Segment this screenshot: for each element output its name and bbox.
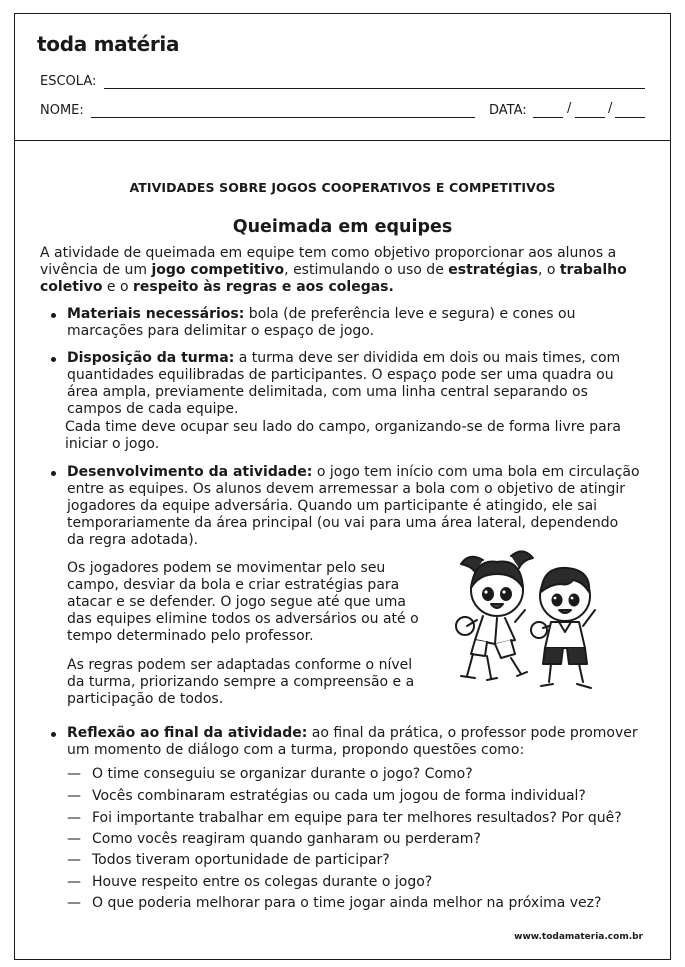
question-item: — Todos tiveram oportunidade de participar? (67, 852, 390, 868)
bullet-arrangement: Disposição da turma: a turma deve ser dividida em dois ou mais times, com quantidades equilibradas de participantes. O espaço pode ser uma quadra ou área ampla, previamente delimitada, com uma linha central separando os campos de cada equipe. (40, 350, 640, 418)
bullet-dot (51, 732, 56, 737)
question-item: — O que poderia melhorar para o time jogar ainda melhor na próxima vez? (67, 895, 602, 911)
bullet-dot (51, 357, 56, 362)
footer-url[interactable]: www.todamateria.com.br (514, 932, 643, 942)
name-field[interactable] (91, 117, 475, 118)
date-month-field[interactable] (575, 117, 605, 118)
bullet-development: Desenvolvimento da atividade: o jogo tem início com uma bola em circulação entre as equipes. Os alunos devem arremessar a bola com o objetivo de atingir jogadores da equipe adversária. Quando um participante é atingido, ele sai temporariamente da área principal (ou vai para uma área lateral, dependendo da regra adotada). (40, 464, 640, 549)
brand-logo: toda matéria (37, 32, 180, 56)
question-item: — Como vocês reagiram quando ganharam ou perderam? (67, 831, 481, 847)
question-item: — Vocês combinaram estratégias ou cada um jogou de forma individual? (67, 788, 586, 804)
bullet-reflection: Reflexão ao final da atividade: ao final da prática, o professor pode promover um momento de diálogo com a turma, propondo questões como: (40, 725, 640, 759)
school-label: ESCOLA: (40, 74, 97, 89)
question-item: — Houve respeito entre os colegas durante o jogo? (67, 874, 433, 890)
date-day-field[interactable] (533, 117, 563, 118)
date-separator: / (608, 101, 613, 116)
date-label: DATA: (489, 103, 527, 118)
development-paragraph-2: Os jogadores podem se movimentar pelo seu campo, desviar da bola e criar estratégias para atacar e se defender. O jogo segue até que uma das equipes elimine todos os adversários ou até o tempo determinado pelo professor. (67, 560, 419, 644)
school-field[interactable] (104, 88, 645, 89)
intro-paragraph: A atividade de queimada em equipe tem como objetivo proporcionar aos alunos a vivência de um jogo competitivo, estimulando o uso de estratégias, o trabalho coletivo e o respeito às regras e aos colegas. (40, 245, 627, 295)
question-item: — O time conseguiu se organizar durante o jogo? Como? (67, 766, 473, 782)
bullet-dot (51, 471, 56, 476)
date-separator: / (567, 101, 572, 116)
arrangement-extra: Cada time deve ocupar seu lado do campo, organizando-se de forma livre para iniciar o jogo. (65, 419, 622, 452)
section-title: ATIVIDADES SOBRE JOGOS COOPERATIVOS E COMPETITIVOS (129, 180, 556, 195)
bullet-materials: Materiais necessários: bola (de preferência leve e segura) e cones ou marcações para delimitar o espaço de jogo. (40, 306, 640, 340)
date-year-field[interactable] (615, 117, 645, 118)
question-item: — Foi importante trabalhar em equipe para ter melhores resultados? Por quê? (67, 810, 622, 826)
activity-title: Queimada em equipes (232, 217, 453, 237)
development-paragraph-3: As regras podem ser adaptadas conforme o nível da turma, priorizando sempre a compreensão e a participação de todos. (67, 657, 415, 707)
children-playing-illustration (453, 548, 613, 698)
name-label: NOME: (40, 103, 84, 118)
bullet-dot (51, 313, 56, 318)
